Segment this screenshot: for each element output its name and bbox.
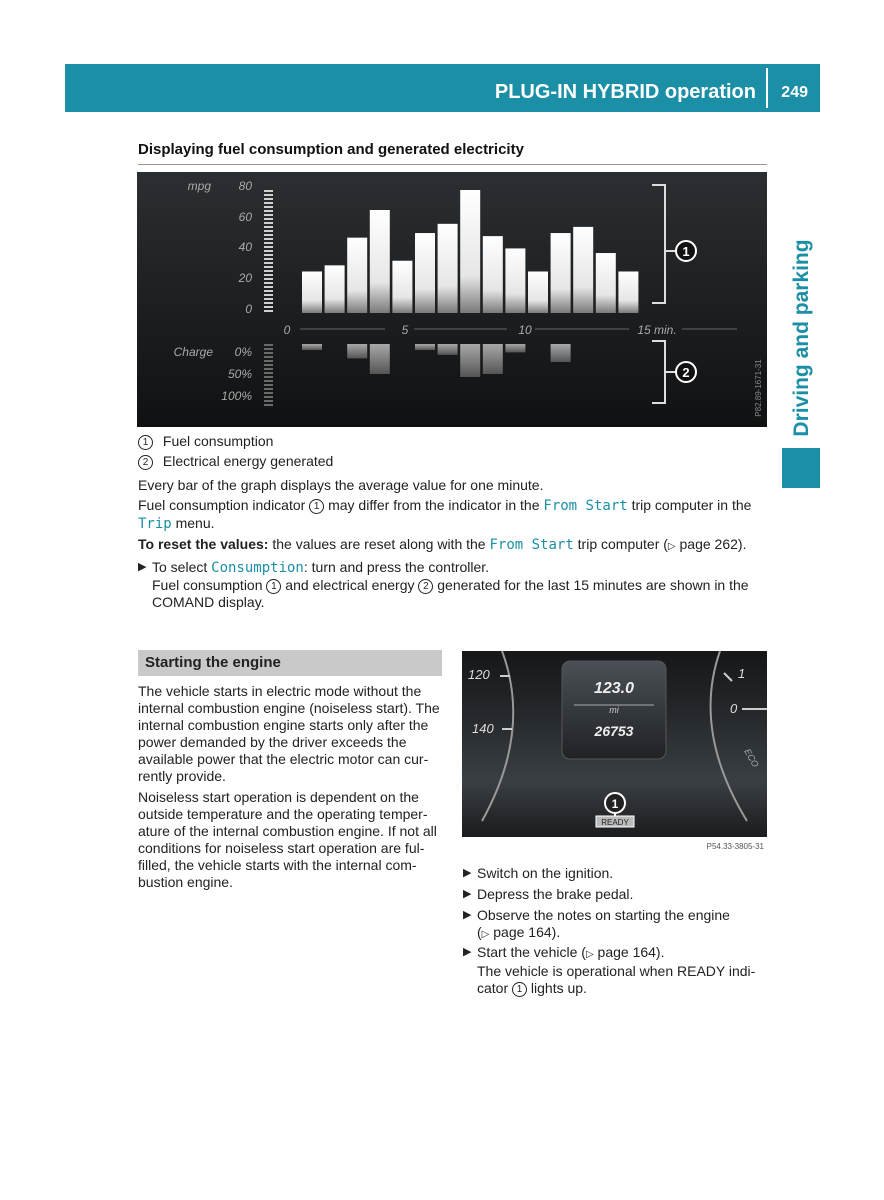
text-run: lights up. xyxy=(530,980,587,996)
power-label: 1 xyxy=(738,666,746,681)
fuel-bar xyxy=(415,233,435,313)
header-divider xyxy=(766,68,768,108)
scale-tick xyxy=(264,356,273,358)
section-rule xyxy=(138,164,767,165)
page-ref-arrow: ▷ xyxy=(585,949,594,960)
fuel-bar xyxy=(370,210,390,313)
fuel-bar xyxy=(573,227,593,313)
text-run: : turn and press the controller. xyxy=(303,559,490,575)
instruction-step xyxy=(463,907,768,943)
legend-text: Fuel consumption xyxy=(162,433,274,449)
figure-code: P54.33-3805-31 xyxy=(706,842,764,851)
fuel-bar xyxy=(551,233,571,313)
display-unit: mi xyxy=(609,705,619,715)
scale-tick xyxy=(264,286,273,288)
charge-bar xyxy=(370,344,390,374)
text-run: Observe the notes on starting the engine xyxy=(477,907,730,923)
scale-tick xyxy=(264,194,273,196)
scale-tick xyxy=(264,238,273,240)
step-arrow-icon: ▶ xyxy=(463,909,472,921)
y-tick-label: 0 xyxy=(245,302,252,316)
paragraph: The vehicle starts in electric mode without the internal combustion engine (noiseless start). The internal combustion engine starts only after the power demanded by the driver exceeds the available power that the electric motor can cur-rently provide. xyxy=(138,683,440,784)
scale-tick xyxy=(264,218,273,220)
y-tick-label: 60 xyxy=(238,210,252,224)
scale-tick xyxy=(264,214,273,216)
scale-tick xyxy=(264,230,273,232)
scale-tick xyxy=(264,278,273,280)
fuel-bar xyxy=(528,271,548,313)
scale-tick xyxy=(264,364,273,366)
charge-bar xyxy=(415,344,435,350)
charge-bar xyxy=(347,344,367,358)
text-run: Fuel consumption indicator xyxy=(138,497,306,513)
scale-tick xyxy=(264,242,273,244)
text-run: Fuel consumption xyxy=(152,577,263,593)
text-run: trip computer in the xyxy=(631,497,752,513)
step-text: Depress the brake pedal. xyxy=(477,886,634,902)
fuel-bar xyxy=(392,261,412,313)
scale-tick xyxy=(264,376,273,378)
text-run: and electrical energy xyxy=(285,577,415,593)
figure-code: P82.89-1671-31 xyxy=(754,359,763,417)
text-run: menu. xyxy=(175,515,215,531)
code-term: From Start xyxy=(489,537,574,553)
charge-bar xyxy=(302,344,322,350)
scale-tick xyxy=(264,344,273,346)
inline-callout: 1 xyxy=(266,579,281,594)
legend-item xyxy=(138,453,768,470)
paragraph xyxy=(138,536,768,555)
callout-2-number: 2 xyxy=(682,365,690,380)
page-header xyxy=(65,64,820,112)
scale-tick xyxy=(264,384,273,386)
ready-text: READY xyxy=(601,818,629,827)
consumption-figure xyxy=(137,172,767,427)
subsection-title: Starting the engine xyxy=(145,654,281,671)
fuel-bar xyxy=(347,238,367,313)
scale-tick xyxy=(264,202,273,204)
legend-text: Electrical energy generated xyxy=(162,453,334,469)
side-tab-label: Driving and parking xyxy=(790,239,813,437)
paragraph: Every bar of the graph displays the average value for one minute. xyxy=(138,477,544,493)
inline-callout: 2 xyxy=(418,579,433,594)
step-arrow-icon: ▶ xyxy=(138,561,147,573)
scale-tick xyxy=(264,190,273,192)
mpg-label: mpg xyxy=(187,179,211,193)
display-value-1: 123.0 xyxy=(593,680,635,697)
charge-label: Charge xyxy=(173,345,213,359)
fuel-bar xyxy=(618,271,638,313)
text-run: To select xyxy=(152,559,208,575)
step-arrow-icon: ▶ xyxy=(463,867,472,879)
scale-tick xyxy=(264,246,273,248)
paragraph xyxy=(138,497,768,533)
page-reference[interactable]: page 262). xyxy=(679,536,747,552)
charge-tick-label: 50% xyxy=(227,367,252,381)
instruction-step xyxy=(463,865,768,882)
text-run: the values are reset along with the xyxy=(272,536,486,552)
charge-tick-label: 100% xyxy=(221,389,252,403)
callout-1-number: 1 xyxy=(611,797,619,811)
scale-tick xyxy=(264,262,273,264)
inline-callout: 1 xyxy=(309,499,324,514)
code-term: From Start xyxy=(543,498,628,514)
text-run: trip computer ( xyxy=(577,536,668,552)
fuel-bar xyxy=(596,253,616,313)
scale-tick xyxy=(264,352,273,354)
eco-label: ECO xyxy=(742,747,761,769)
scale-tick xyxy=(264,298,273,300)
code-term: Consumption xyxy=(211,560,304,576)
y-tick-label: 20 xyxy=(238,271,252,285)
text-run: cator xyxy=(477,980,509,996)
fuel-bar xyxy=(438,224,458,313)
scale-tick xyxy=(264,400,273,402)
scale-tick xyxy=(264,388,273,390)
scale-tick xyxy=(264,258,273,260)
instruction-step xyxy=(138,559,768,611)
fuel-bar xyxy=(505,248,525,313)
text-run: Start the vehicle ( xyxy=(477,944,586,960)
scale-tick xyxy=(264,396,273,398)
fuel-bar xyxy=(483,236,503,313)
charge-bar xyxy=(460,344,480,377)
scale-tick xyxy=(264,294,273,296)
scale-tick xyxy=(264,266,273,268)
scale-tick xyxy=(264,380,273,382)
section-title: Displaying fuel consumption and generated electricity xyxy=(138,141,524,158)
scale-tick xyxy=(264,226,273,228)
scale-tick xyxy=(264,282,273,284)
bold-lead: To reset the values: xyxy=(138,536,269,552)
page-number: 249 xyxy=(781,84,808,101)
y-tick-label: 40 xyxy=(238,240,252,254)
callout-1-number: 1 xyxy=(682,244,690,259)
legend-number: 2 xyxy=(138,455,153,470)
paragraph: Noiseless start operation is dependent on the outside temperature and the operating temper-ature of the internal combustion engine. If not all conditions for noiseless start operation are ful-filled, the vehicle starts with the internal com-bustion engine. xyxy=(138,789,437,890)
scale-tick xyxy=(264,222,273,224)
charge-bar xyxy=(483,344,503,374)
scale-tick xyxy=(264,198,273,200)
scale-tick xyxy=(264,372,273,374)
display-value-2: 26753 xyxy=(594,723,634,739)
power-zero-label: 0 xyxy=(730,701,738,716)
scale-tick xyxy=(264,310,273,312)
y-tick-label: 80 xyxy=(238,179,252,193)
scale-tick xyxy=(264,404,273,406)
page-reference[interactable]: page 164). xyxy=(493,924,561,940)
scale-tick xyxy=(264,290,273,292)
scale-tick xyxy=(264,206,273,208)
scale-tick xyxy=(264,250,273,252)
side-tab-marker xyxy=(782,448,820,488)
scale-tick xyxy=(264,210,273,212)
step-arrow-icon: ▶ xyxy=(463,946,472,958)
scale-tick xyxy=(264,302,273,304)
chapter-title: PLUG-IN HYBRID operation xyxy=(494,81,756,103)
scale-tick xyxy=(264,360,273,362)
x-tick-label: 10 xyxy=(518,323,532,337)
text-run: may differ from the indicator in the xyxy=(328,497,540,513)
scale-tick xyxy=(264,368,273,370)
x-tick-label: 15 min. xyxy=(637,323,677,337)
fuel-bar xyxy=(460,190,480,313)
x-tick-label: 5 xyxy=(401,323,409,337)
instruction-step xyxy=(463,944,768,997)
fuel-bar xyxy=(302,271,322,313)
step-arrow-icon: ▶ xyxy=(463,888,472,900)
scale-tick xyxy=(264,392,273,394)
text-run: The vehicle is operational when READY indi- xyxy=(477,963,756,979)
scale-tick xyxy=(264,274,273,276)
scale-tick xyxy=(264,306,273,308)
legend-item xyxy=(138,433,768,450)
x-tick-label: 0 xyxy=(283,323,291,337)
subsection-header xyxy=(138,650,442,676)
page-ref-arrow: ▷ xyxy=(667,541,676,552)
fuel-bar xyxy=(325,265,345,313)
charge-bar xyxy=(438,344,458,355)
scale-tick xyxy=(264,270,273,272)
charge-bar xyxy=(551,344,571,362)
code-term: Trip xyxy=(138,516,172,532)
text-run: ( xyxy=(477,924,482,940)
speed-label: 120 xyxy=(468,667,490,682)
page-ref-arrow: ▷ xyxy=(481,929,490,940)
legend-number: 1 xyxy=(138,435,153,450)
inline-callout: 1 xyxy=(512,982,527,997)
charge-bar xyxy=(505,344,525,352)
scale-tick xyxy=(264,234,273,236)
speed-label: 140 xyxy=(472,721,494,736)
text-run: generated for the last 15 minutes are shown in the COMAND display. xyxy=(152,577,749,610)
scale-tick xyxy=(264,254,273,256)
instrument-cluster-figure xyxy=(462,651,767,855)
instruction-step xyxy=(463,886,768,903)
step-text: Switch on the ignition. xyxy=(477,865,614,881)
page-reference[interactable]: page 164). xyxy=(597,944,665,960)
scale-tick xyxy=(264,348,273,350)
charge-tick-label: 0% xyxy=(234,345,252,359)
